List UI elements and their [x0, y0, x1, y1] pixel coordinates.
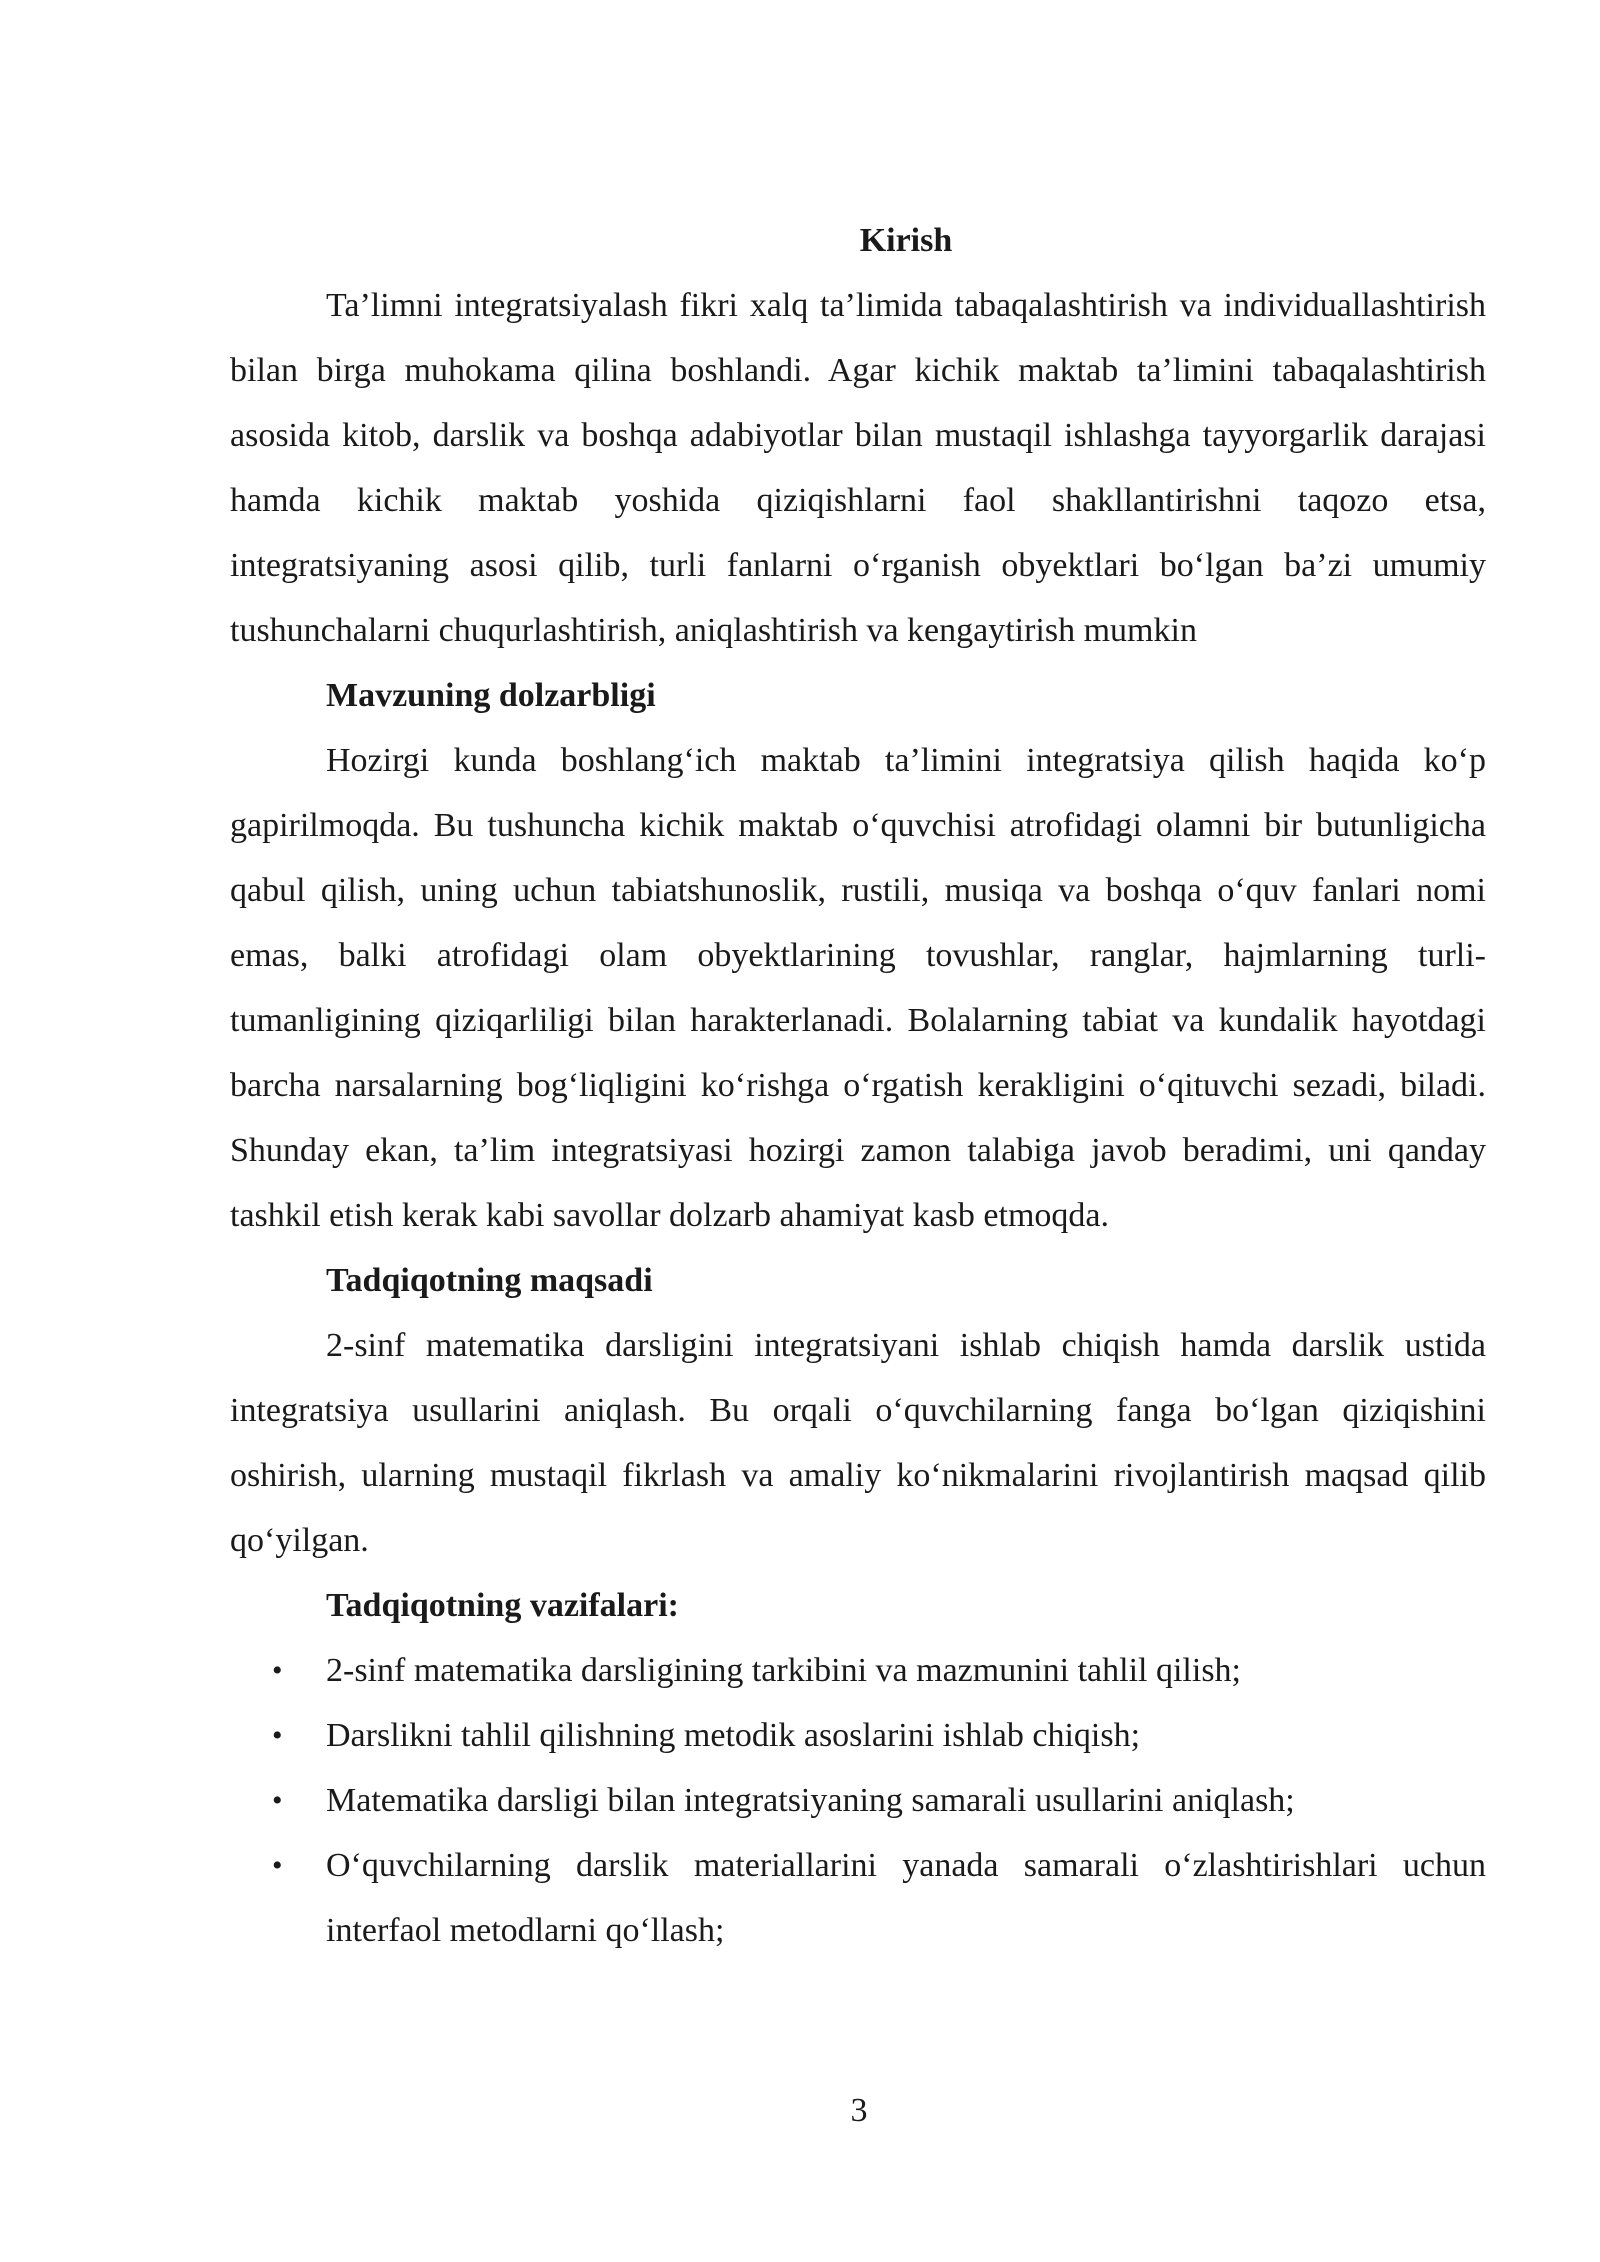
list-item	[272, 1703, 1486, 1768]
relevance-paragraph: Hozirgi kunda boshlang‘ich maktab ta’limini integratsiya qilish haqida ko‘p gapirilmoqda. Bu tushuncha kichik maktab o‘quvchisi atrofidagi olamni bir butunligicha qabul qilish, uning uchun tabiatshunoslik, rustili, musiqa va boshqa o‘quv fanlari nomi emas, balki atrofidagi olam obyektlarining tovushlar, ranglar, hajmlarning turli-tumanligining qiziqarliligi bilan harakterlanadi. Bolalarning tabiat va kundalik hayotdagi barcha narsalarning bog‘liqligini ko‘rishga o‘rgatish kerakligini o‘qituvchi sezadi, biladi. Shunday ekan, ta’lim integratsiyasi hozirgi zamon talabiga javob beradimi, uni qanday tashkil etish kerak kabi savollar dolzarb ahamiyat kasb etmoqda.	[230, 742, 1486, 1234]
document-page	[230, 208, 1486, 1963]
intro-paragraph: Ta’limni integratsiyalash fikri xalq ta’limida tabaqalashtirish va individuallashtirish bilan birga muhokama qilina boshlandi. Agar kichik maktab ta’limini tabaqalashtirish asosida kitob, darslik va boshqa adabiyotlar bilan mustaqil ishlashga tayyorgarlik darajasi hamda kichik maktab yoshida qiziqishlarni faol shakllantirishni taqozo etsa, integratsiyaning asosi qilib, turli fanlarni o‘rganish obyektlari bo‘lgan ba’zi umumiy tushunchalarni chuqurlashtirish, aniqlashtirish va kengaytirish mumkin	[230, 287, 1486, 649]
list-item	[272, 1638, 1486, 1703]
list-item-text: Matematika darsligi bilan integratsiyaning samarali usullarini aniqlash;	[326, 1782, 1295, 1819]
tasks-heading: Tadqiqotning vazifalari:	[326, 1587, 679, 1624]
list-item-text: O‘quvchilarning darslik materiallarini yanada samarali o‘zlashtirishlari uchun interfaol metodlarni qo‘llash;	[326, 1847, 1486, 1949]
list-item	[272, 1768, 1486, 1833]
bullet-icon: •	[272, 1719, 283, 1752]
page-number: 3	[850, 2092, 868, 2129]
list-item	[272, 1833, 1486, 1963]
goal-paragraph: 2-sinf matematika darsligini integratsiyani ishlab chiqish hamda darslik ustida integratsiya usullarini aniqlash. Bu orqali o‘quvchilarning fanga bo‘lgan qiziqishini oshirish, ularning mustaqil fikrlash va amaliy ko‘nikmalarini rivojlantirish maqsad qilib qo‘yilgan.	[230, 1327, 1486, 1559]
bullet-icon: •	[272, 1849, 283, 1882]
bullet-icon: •	[272, 1784, 283, 1817]
bullet-icon: •	[272, 1654, 283, 1687]
goal-heading: Tadqiqotning maqsadi	[326, 1262, 653, 1299]
tasks-list	[230, 1638, 1486, 1963]
list-item-text: 2-sinf matematika darsligining tarkibini va mazmunini tahlil qilish;	[326, 1652, 1241, 1689]
relevance-heading: Mavzuning dolzarbligi	[326, 677, 656, 714]
section-title: Kirish	[859, 222, 953, 259]
list-item-text: Darslikni tahlil qilishning metodik asoslarini ishlab chiqish;	[326, 1717, 1141, 1754]
